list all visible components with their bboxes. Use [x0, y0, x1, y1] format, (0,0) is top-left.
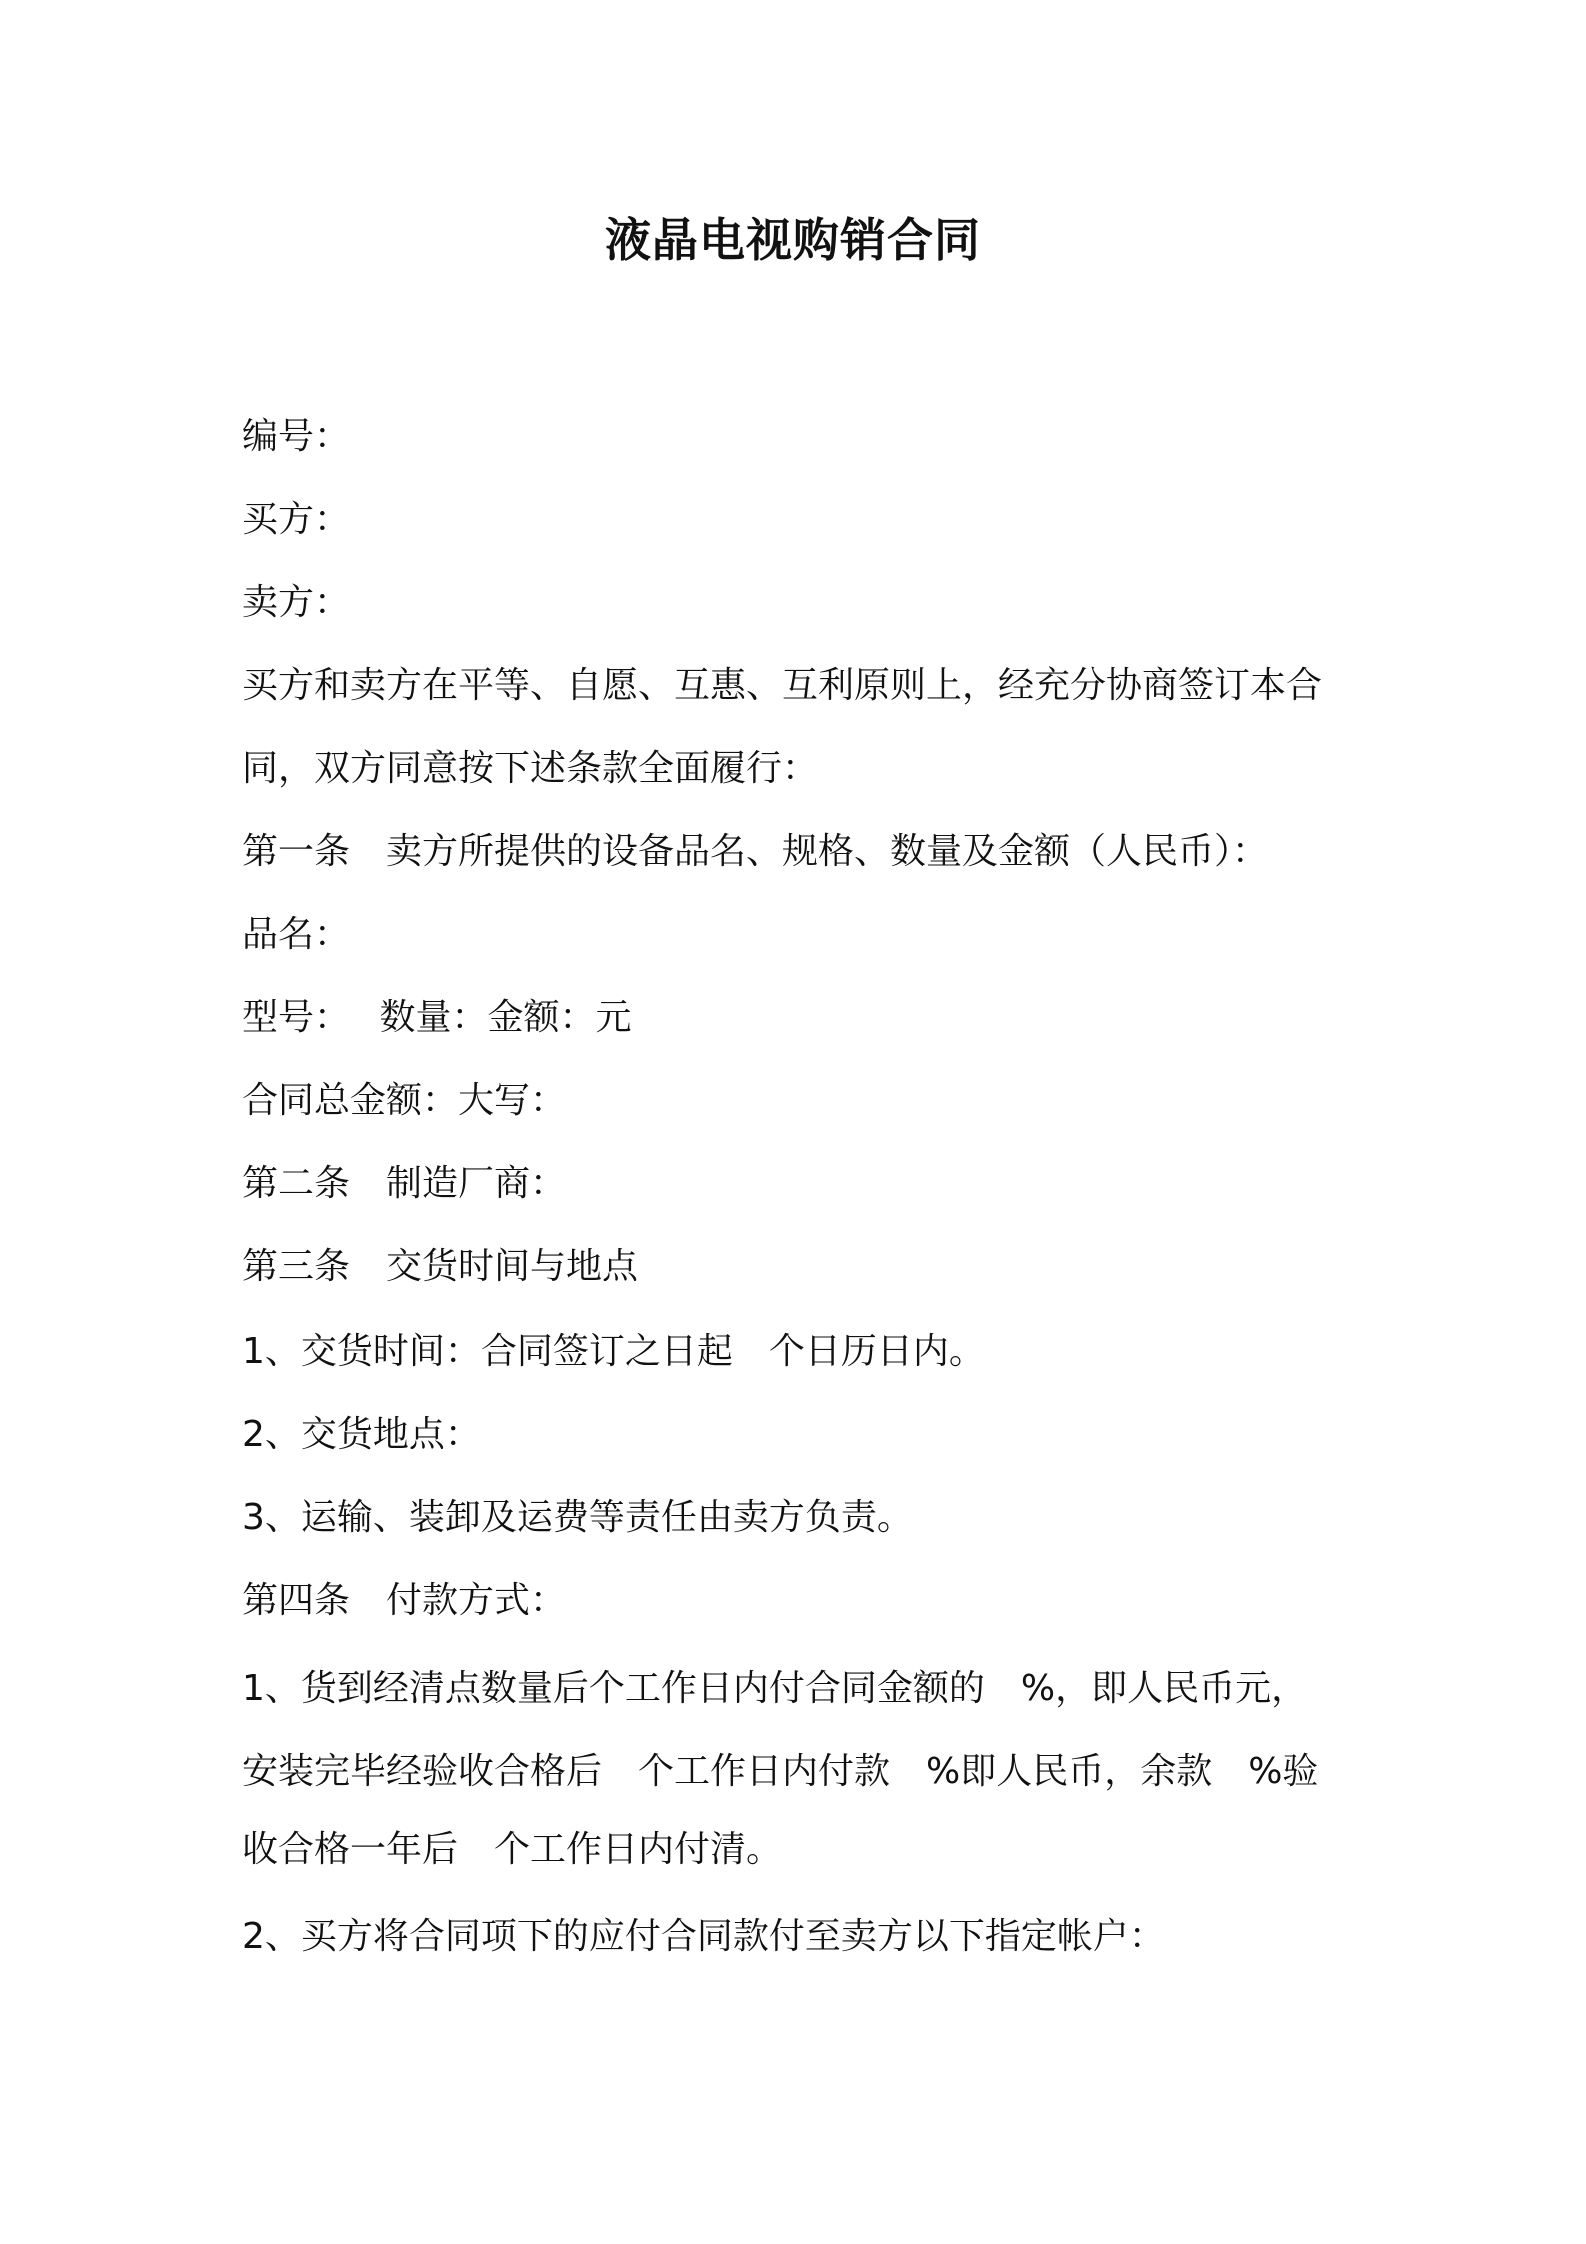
- article-4-heading: 第四条 付款方式：: [242, 1580, 567, 1621]
- article-4-item-1-line-1: 1、货到经清点数量后个工作日内付合同金额的 %，即人民币元，: [242, 1668, 1308, 1709]
- article-4-item-2: 2、买方将合同项下的应付合同款付至卖方以下指定帐户：: [242, 1916, 1165, 1957]
- preamble-line-2: 同，双方同意按下述条款全面履行：: [242, 748, 819, 789]
- field-total-amount: 合同总金额：大写：: [242, 1080, 567, 1121]
- article-1-heading: 第一条 卖方所提供的设备品名、规格、数量及金额（人民币）：: [242, 831, 1269, 872]
- field-seller: 卖方：: [242, 582, 351, 623]
- field-contract-number: 编号：: [242, 416, 351, 457]
- article-4-item-1-line-2: 安装完毕经验收合格后 个工作日内付款 %即人民币，余款 %验: [242, 1751, 1319, 1792]
- article-4-item-1-line-3: 收合格一年后 个工作日内付清。: [242, 1829, 783, 1870]
- document-title: 液晶电视购销合同: [605, 213, 981, 267]
- article-3-item-1: 1、交货时间：合同签订之日起 个日历日内。: [242, 1331, 985, 1372]
- field-buyer: 买方：: [242, 499, 351, 540]
- preamble-line-1: 买方和卖方在平等、自愿、互惠、互利原则上，经充分协商签订本合: [242, 665, 1323, 706]
- field-model-quantity-amount: 型号： 数量：金额：元: [242, 997, 632, 1038]
- article-3-item-2: 2、交货地点：: [242, 1414, 481, 1455]
- article-3-heading: 第三条 交货时间与地点: [242, 1246, 639, 1287]
- field-product-name: 品名：: [242, 914, 351, 955]
- article-2-heading: 第二条 制造厂商：: [242, 1163, 567, 1204]
- article-3-item-3: 3、运输、装卸及运费等责任由卖方负责。: [242, 1497, 913, 1538]
